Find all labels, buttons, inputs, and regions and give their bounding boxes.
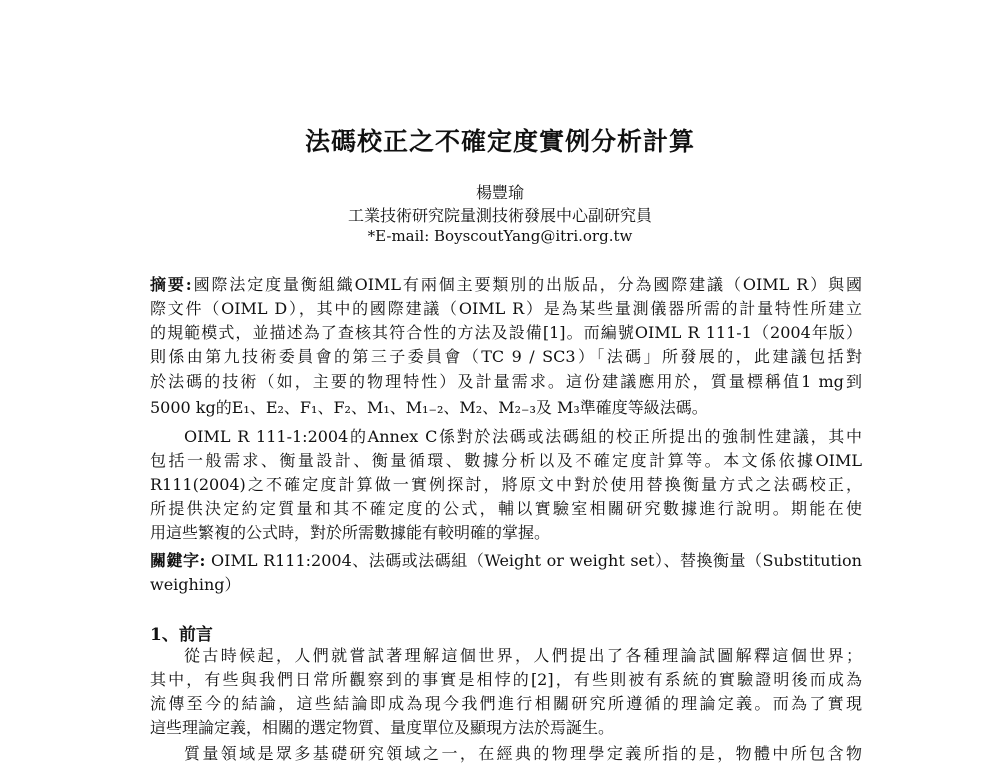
abstract-line: OIML R 111-1:2004的Annex C係對於法碼或法碼組的校正所提出的強制性建議，其中 (184, 427, 862, 446)
abstract-line: 際文件（OIML D），其中的國際建議（OIML R）是為某些量測儀器所需的計量特性所建立 (150, 299, 862, 318)
abstract-line: 5000 kg的E₁、E₂、F₁、F₂、M₁、M₁₋₂、M₂、M₂₋₃及 M₃準確度等級法碼。 (150, 398, 708, 417)
abstract-line: 的規範模式，並描述為了查核其符合性的方法及設備[1]。而編號OIML R 111-1（2004年版） (150, 323, 862, 342)
abstract-label: 摘要: (150, 275, 192, 294)
abstract-line (150, 273, 862, 297)
body-line: 這些理論定義，相關的選定物質、量度單位及顯現方法於焉誕生。 (150, 718, 615, 737)
document-title: 法碼校正之不確定度實例分析計算 (304, 127, 695, 156)
body-line: 質量領域是眾多基礎研究領域之一，在經典的物理學定義所指的是，物體中所包含物 (184, 744, 862, 763)
body-line: 流傳至今的結論，這些結論即成為現今我們進行相關研究所遵循的理論定義。而為了實現 (150, 694, 862, 713)
keywords-line: weighing） (150, 575, 241, 594)
keywords-label: 關鍵字: (150, 551, 206, 570)
abstract-line: 包括一般需求、衡量設計、衡量循環、數據分析以及不確定度計算等。本文係依據OIML (150, 451, 862, 470)
author-affiliation: 工業技術研究院量測技術發展中心副研究員 (347, 206, 652, 225)
abstract-text: 國際法定度量衡組織OIML有兩個主要類別的出版品，分為國際建議（OIML R）與國 (191, 275, 862, 294)
abstract-line: 用這些繁複的公式時，對於所需數據能有較明確的掌握。 (150, 523, 551, 542)
abstract-line: 所提供決定約定質量和其不確定度的公式，輔以實驗室相關研究數據進行說明。期能在使 (150, 499, 862, 518)
abstract-line: 於法碼的技術（如，主要的物理特性）及計量需求。這份建議應用於，質量標稱值1 mg到 (150, 372, 862, 391)
keywords-line (150, 549, 862, 573)
body-line: 其中，有些與我們日常所觀察到的事實是相悖的[2]，有些則被有系統的實驗證明後而成為 (150, 670, 862, 689)
body-line: 從古時候起，人們就嘗試著理解這個世界，人們提出了各種理論試圖解釋這個世界； (184, 646, 862, 665)
author-email: *E-mail: BoyscoutYang@itri.org.tw (367, 227, 633, 245)
section-heading: 1、前言 (150, 625, 213, 645)
author-name: 楊豐瑜 (475, 183, 524, 202)
keywords-text: OIML R111:2004、法碼或法碼組（Weight or weight set）、替換衡量（Substitution (211, 551, 862, 570)
abstract-line: 則係由第九技術委員會的第三子委員會（TC 9 / SC3）「法碼」所發展的，此建議包括對 (150, 347, 862, 366)
abstract-line: R111(2004)之不確定度計算做一實例探討，將原文中對於使用替換衡量方式之法碼校正， (150, 475, 862, 494)
